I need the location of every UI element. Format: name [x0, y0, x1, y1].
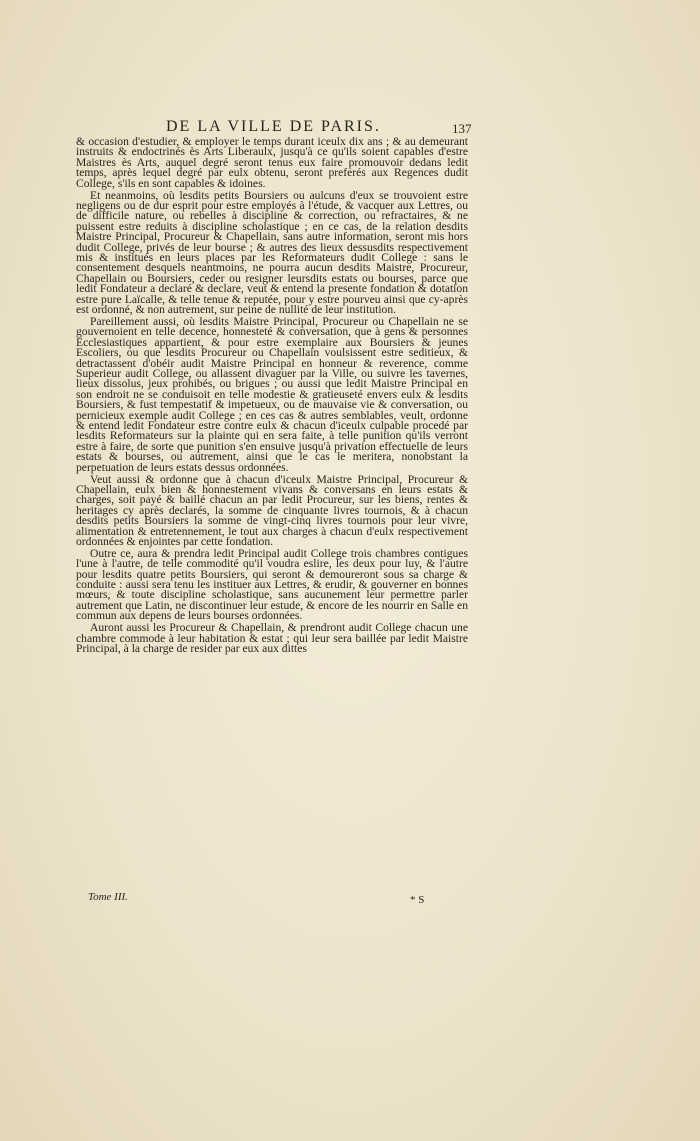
paragraph: Auront aussi les Procureur & Chapellain, & prendront audit College chacun une chambre commode à leur habitation & estat ; qui leur sera baillée par ledit Maistre Principal, à la charge de resider par eux aux dittes — [76, 621, 468, 655]
volume-label: Tome III. — [88, 891, 128, 903]
paragraph: & occasion d'estudier, & employer le temps durant iceulx dix ans ; & au demeurant instruits & endoctrinés ès Arts Liberaulx, jusqu'à ce qu'ils soient capables d'estre Maistres ès Arts, auquel degré seront tenus eux faire promouvoir dedans ledit temps, après lequel degré par eulx obtenu, seront preferés aux Regences dudit College, s'ils en sont capables & idoines. — [76, 135, 468, 190]
page-number: 137 — [452, 121, 472, 136]
paragraph: Veut aussi & ordonne que à chacun d'iceulx Maistre Principal, Procureur & Chapellain, eulx bien & honnestement vivans & conversans en leurs estats & charges, soit payé & baillé chacun an par ledit Procureur, sur les biens, rentes & heritages cy après declarés, la somme de cinquante livres tournois, & à chacun desdits petits Boursiers la somme de vingt-cinq livres tournois pour leur vivre, alimentation & entretennement, le tout aux charges à chacun d'eulx respectivement ordonnées & enjointes par cette fondation. — [76, 472, 468, 548]
running-head: DE LA VILLE DE PARIS. — [166, 118, 381, 135]
body-text — [76, 137, 468, 656]
page-footer — [76, 891, 468, 907]
paragraph: Outre ce, aura & prendra ledit Principal audit College trois chambres contigues l'une à l'autre, de telle commodité qu'il voudra eslire, les deux pour luy, & l'autre pour lesdits quatre petits Boursiers, qui seront & demoureront sous sa charge & conduite : aussi sera tenu les instituer aux Lettres, & erudir, & gouverner en bonnes mœurs, & toute discipline scholastique, sans aucunement leur permettre parler autrement que Latin, ne discontinuer leur estude, & encore de les nourrir en Salle en commun aux depens de leurs bourses ordonnées. — [76, 546, 468, 623]
signature-mark: * S — [410, 894, 425, 906]
paragraph: Et neanmoins, où lesdits petits Boursiers ou aulcuns d'eux se trouvoient estre negligens ou de dur esprit pour estre employés à l'étude, & vacquer aux Lettres, ou de difficile nature, ou rebelles à discipline & correction, ou refractaires, & ne puissent estre reduits à discipline scholastique ; en ce cas, de la relation desdits Maistre Principal, Procureur & Chapellain, sans autre information, seront mis hors dudit College, privés de leur bourse ; & autres des lieux dessusdits respectivement mis & institués en leurs places par les Reformateurs dudit College : sans le consentement desquels neantmoins, ne pourra aucun desdits Maistre, Procureur, Chapellain ou Boursiers, ceder ou resigner leursdits estats ou bourses, parce que ledit Fondateur a declaré & declare, veut & entend la presente fondation & dotation estre pure Laïcalle, & telle tenue & reputée, pour y estre pourveu ainsi que cy-après est ordonné, & non autrement, sur peine de nullité de leur institution. — [76, 188, 468, 316]
paragraph: Pareillement aussi, où lesdits Maistre Principal, Procureur ou Chapellain ne se gouvernoient en telle decence, honnesteté & conversation, que à gens & personnes Ecclesiastiques appartient, & pour estre exemplaire aux Boursiers & jeunes Escoliers, ou que lesdits Procureur ou Chapellain voulsissent estre seditieux, & detractassent d'obéir audit Maistre Principal en honneur & reverence, comme Superieur audit College, ou allassent divaguer par la Ville, ou suivre les tavernes, lieux dissolus, jeux prohibés, ou brigues ; ou aussi que ledit Maistre Principal en son endroit ne se conduisoit en telle modestie & gratieuseté envers eulx & lesdits Boursiers, & fust tempestatif & impetueux, ou de mauvaise vie & conversation, ou pernicieux exemple audit College ; en ces cas & autres semblables, veult, ordonne & entend ledit Fondateur estre contre eulx & chacun d'iceulx culpable procedé par lesdits Reformateurs sur la plainte qui en sera faite, à telle punition qu'ils verront estre à faire, de sorte que punition s'en ensuive jusqu'à privation effectuelle de leurs estats & bourses, ou autrement, ainsi que le cas le meritera, nonobstant la perpetuation de leurs estats dessus ordonnées. — [76, 314, 468, 474]
